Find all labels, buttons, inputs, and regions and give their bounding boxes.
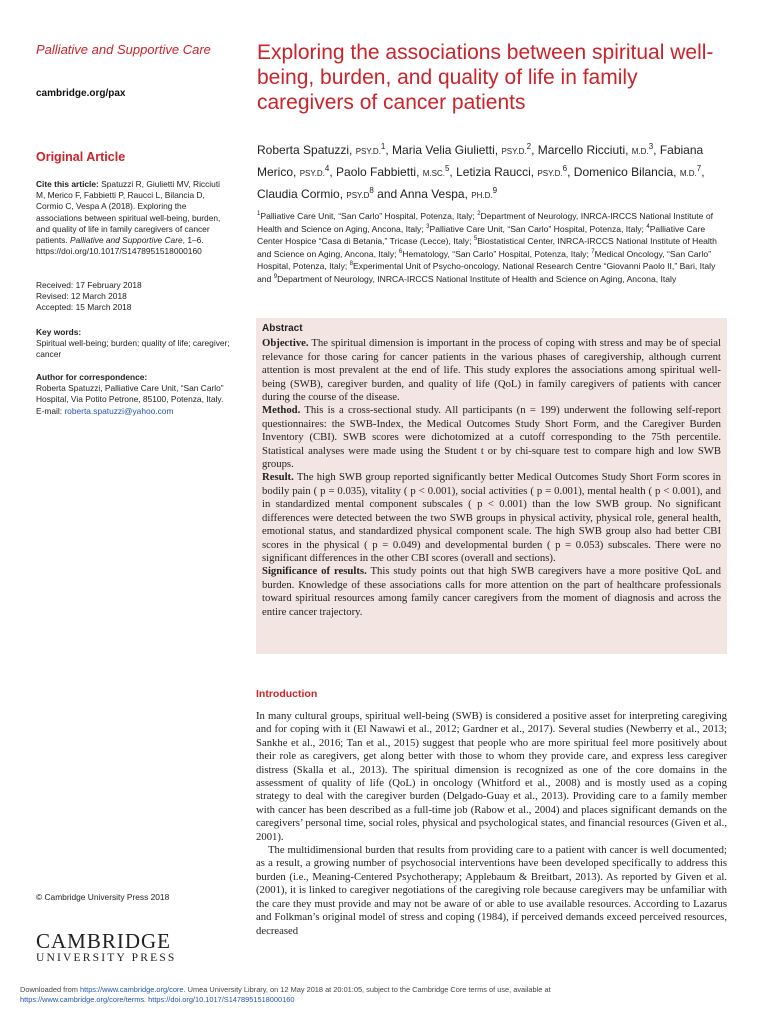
author-name: Maria Velia Giulietti, — [392, 143, 502, 157]
abstract-objective: Objective. The spiritual dimension is important in the process of coping with stress and may be of special relevance for those caring for cancer patients in the various phases of caregivership, although current attention is most prevalent at the end of life. This study explores the associations among spiritual well-being (SWB), caregiver burden, and quality of life (QoL) in family caregivers of patients with cancer during the course of the disease. — [262, 337, 721, 404]
affiliation-text: Medical Oncology, “San Carlo” Hospital, Potenza, Italy; — [257, 248, 711, 272]
author-entry — [400, 187, 497, 201]
affiliation-number: 3 — [426, 223, 430, 230]
objective-label: Objective. — [262, 337, 309, 350]
introduction-body — [256, 710, 727, 938]
article-type-label: Original Article — [36, 150, 126, 164]
doi-link[interactable]: https://doi.org/10.1017/S1478951518000160 — [148, 995, 295, 1004]
affiliation-text: Palliative Care Unit, “San Carlo” Hospital, Potenza, Italy; — [429, 223, 647, 234]
author-affiliation-mark: 8 — [369, 186, 374, 195]
affiliation-number: 2 — [477, 211, 481, 218]
received-date: Received: 17 February 2018 — [36, 280, 142, 290]
download-footer: Downloaded from https://www.cambridge.org/core. Umea University Library, on 12 May 2018 at 20:01:05, subject to the Cambridge Core terms of use, available at https://www.cambridge.org/core/terms. https://doi.org/10.1017/S1478951518000160 — [20, 985, 551, 1004]
abstract-method: Method. This is a cross-sectional study. All participants (n = 199) underwent the following self-report questionnaires: the SWB-Index, the Medical Outcomes Study Short Form, and the Caregiver Burden Inventory (CBI). SWB scores were dichotomized at a cutoff corresponding to the 75th percentile. Statistical analyses were made using the Student t or by chi-square test to compare high and low SWB groups. — [262, 404, 721, 471]
author-affiliation-mark: 3 — [648, 142, 654, 151]
author-entry — [257, 143, 385, 157]
terms-link[interactable]: https://www.cambridge.org/core/terms — [20, 995, 145, 1004]
author-degree: M.D. — [679, 169, 697, 178]
intro-paragraph-2: The multidimensional burden that results from providing care to a patient with cancer is well documented; as a result, a growing number of psychosocial interventions have been developed specifically to address this burden (i.e., Meaning-Centered Psychotherapy; Applebaum & Breitbart, 2013). As reported by Given et al. (2001), it is linked to caregiver negotiations of the caregiving role because caregivers may be unfamiliar with the care they must provide and may not be aware of or able to use available resources. According to Lazarus and Folkman’s original model of stress and coping (1984), if perceived demands exceed perceived resources, decreased — [256, 844, 727, 937]
affiliation-text: Hematology, “San Carlo” Hospital, Potenza, Italy; — [402, 248, 592, 259]
author-entry — [456, 165, 567, 179]
author-name: Paolo Fabbietti, — [336, 165, 423, 179]
citation-text: Spatuzzi R, Giulietti MV, Ricciuti M, Merico F, Fabbietti P, Raucci L, Bilancia D, Cormio C, Vespa A (2018). Exploring the associations between spiritual well-being, burden, and quality of life in family caregivers of cancer patients. — [36, 179, 221, 246]
copyright-notice: © Cambridge University Press 2018 — [36, 892, 170, 902]
keywords-text: Spiritual well-being; burden; quality of life; caregiver; cancer — [36, 338, 230, 360]
article-title: Exploring the associations between spiritual well-being, burden, and quality of life in family caregivers of cancer patients — [257, 41, 714, 114]
author-affiliation-mark: 1 — [380, 142, 386, 151]
journal-name: Palliative and Supportive Care — [36, 42, 211, 57]
affiliation-text: Department of Neurology, INRCA-IRCCS National Institute of Health and Science on Aging, Ancona, Italy; — [257, 211, 713, 234]
citation-block — [36, 179, 231, 257]
core-link[interactable]: https://www.cambridge.org/core — [79, 985, 184, 994]
abstract-heading: Abstract — [262, 323, 303, 334]
author-degree: PSY.D — [346, 191, 370, 200]
author-degree: PH.D. — [471, 191, 493, 200]
author-name: Fabiana Merico, — [257, 143, 704, 179]
journal-site-link[interactable]: cambridge.org/pax — [36, 88, 126, 99]
author-entry — [257, 187, 374, 201]
author-affiliation-mark: 5 — [444, 164, 450, 173]
author-name: Roberta Spatuzzi, — [257, 143, 356, 157]
keywords-label: Key words: — [36, 327, 82, 337]
affiliation-number: 9 — [273, 274, 278, 281]
cambridge-logo — [36, 930, 177, 964]
author-degree: PSY.D. — [537, 169, 563, 178]
author-entry — [392, 143, 531, 157]
citation-label: Cite this article: — [36, 179, 99, 189]
affiliation-text: Experimental Unit of Psycho-oncology, National Research Centre “Giovanni Paolo II,” Bari, Italy and — [257, 261, 716, 284]
author-degree: PSY.D. — [501, 147, 527, 156]
affiliation-number: 1 — [257, 211, 261, 218]
author-affiliation-mark: 7 — [696, 164, 702, 173]
affiliations — [257, 210, 727, 286]
author-degree: M.D. — [631, 147, 649, 156]
introduction-heading: Introduction — [256, 688, 318, 700]
revised-date: Revised: 12 March 2018 — [36, 291, 127, 302]
citation-journal: Palliative and Supportive Care — [70, 235, 183, 246]
author-entry — [574, 165, 701, 179]
correspondence-email-link[interactable]: roberta.spatuzzi@yahoo.com — [64, 405, 174, 416]
accepted-date: Accepted: 15 March 2018 — [36, 302, 132, 313]
correspondence-text: Roberta Spatuzzi, Palliative Care Unit, “San Carlo” Hospital, Via Potito Petrone, 85100, Potenza, Italy. E-mail: — [36, 383, 224, 416]
keywords-block — [36, 327, 231, 361]
author-affiliation-mark: 6 — [562, 164, 568, 173]
affiliation-number: 5 — [473, 236, 478, 243]
author-affiliation-mark: 2 — [526, 142, 532, 151]
correspondence-block — [36, 372, 231, 417]
author-entry — [336, 165, 449, 179]
affiliation-number: 7 — [591, 248, 595, 255]
abstract-result: Result. The high SWB group reported significantly better Medical Outcomes Study Short Form scores in bodily pain ( p = 0.035), vitality ( p < 0.001), social activities ( p = 0.001), mental health ( p < 0.001), and in standardized mental component subscales ( p < 0.001) than the low SWB group. No significant differences were detected between the two SWB groups in physical activity, physical role, general health, emotional status, and standardized physical component scale. The high SWB group also had better CBI scores in the physical ( p = 0.049) and developmental burden ( p = 0.053) subscales. There were no significant differences in the other CBI scores (overall and sections). — [262, 471, 721, 564]
author-entry — [538, 143, 653, 157]
significance-label: Significance of results. — [262, 565, 367, 578]
author-name: Marcello Ricciuti, — [537, 143, 632, 157]
affiliation-number: 8 — [349, 261, 354, 268]
author-affiliation-mark: 9 — [492, 186, 498, 195]
author-list: Roberta Spatuzzi, PSY.D.$^1$, Maria Velia Giulietti, PSY.D.$^2$, Marcello Ricciuti, M.D.$^3$, Fabiana Merico, PSY.D.$^4$, Paolo Fabbietti, M.SC.$^5$, Letizia Raucci, PSY.D.$^6$, Domenico Bilancia, M.D.$^7$, Claudia Cormio, $PSY.D^8$ and Anna Vespa, PH.D.$^9$ — [257, 142, 705, 201]
logo-line-2: UNIVERSITY PRESS — [36, 952, 177, 964]
author-degree: PSY.D. — [299, 169, 325, 178]
author-name: Anna Vespa, — [399, 187, 472, 201]
abstract-significance: Significance of results. This study points out that high SWB caregivers have a more positive QoL and burden. Knowledge of these associations calls for more attention on the part of healthcare professionals toward spiritual resources among family cancer caregivers from the moment of diagnosis and across the entire cancer trajectory. — [262, 565, 721, 618]
logo-line-1: CAMBRIDGE — [36, 929, 172, 953]
affiliation-number: 4 — [646, 223, 650, 230]
author-name: Claudia Cormio, — [257, 187, 347, 201]
author-name: Domenico Bilancia, — [573, 165, 680, 179]
author-affiliation-mark: 4 — [324, 164, 330, 173]
author-degree: M.SC. — [422, 169, 445, 178]
affiliation-text: Palliative Care Center Hospice “Casa di Betania,” Tricase (Lecce), Italy; — [257, 223, 706, 247]
affiliation-text: Department of Neurology, INRCA-IRCCS National Institute of Health and Science on Aging, Ancona, Italy — [277, 273, 677, 284]
method-label: Method. — [262, 404, 301, 417]
citation-doi: , 1–6. https://doi.org/10.1017/S1478951518000160 — [36, 235, 204, 257]
author-degree: PSY.D. — [355, 147, 381, 156]
affiliation-text: Biostatistical Center, INRCA-IRCCS National Institute of Health and Science on Aging, Ancona, Italy; — [257, 236, 717, 259]
result-label: Result. — [262, 471, 294, 484]
affiliation-number: 6 — [398, 248, 403, 255]
abstract-box — [256, 318, 727, 654]
dates-block — [36, 280, 231, 314]
affiliation-text: Palliative Care Unit, “San Carlo” Hospital, Potenza, Italy; — [260, 211, 478, 221]
author-name: Letizia Raucci, — [456, 165, 538, 179]
intro-paragraph-1: In many cultural groups, spiritual well-being (SWB) is considered a positive asset for interpreting caregiving and for coping with it (El Nawawi et al., 2012; Gardner et al., 2017). Several studies (Newberry et al., 2013; Sankhe et al., 2016; Tan et al., 2015) suggest that people who are more spiritual feel more positively about their role as caregivers, get along better with those to whom they provide care, and express less caregiver distress (Skalla et al., 2013). The spiritual dimension is recognized as one of the core domains in the assessment of quality of life (QoL) in oncology (Whitford et al., 2008) and is mostly used as a coping strategy to deal with the caregiver burden (Delgado-Guay et al., 2013). Providing care to a family member with cancer has been described as a full-time job (Rabow et al., 2004) and places significant demands on the caregivers’ personal time, social roles, physical and psychological states, and financial resources (Given et al., 2001). — [256, 710, 727, 843]
correspondence-label: Author for correspondence: — [36, 372, 148, 382]
